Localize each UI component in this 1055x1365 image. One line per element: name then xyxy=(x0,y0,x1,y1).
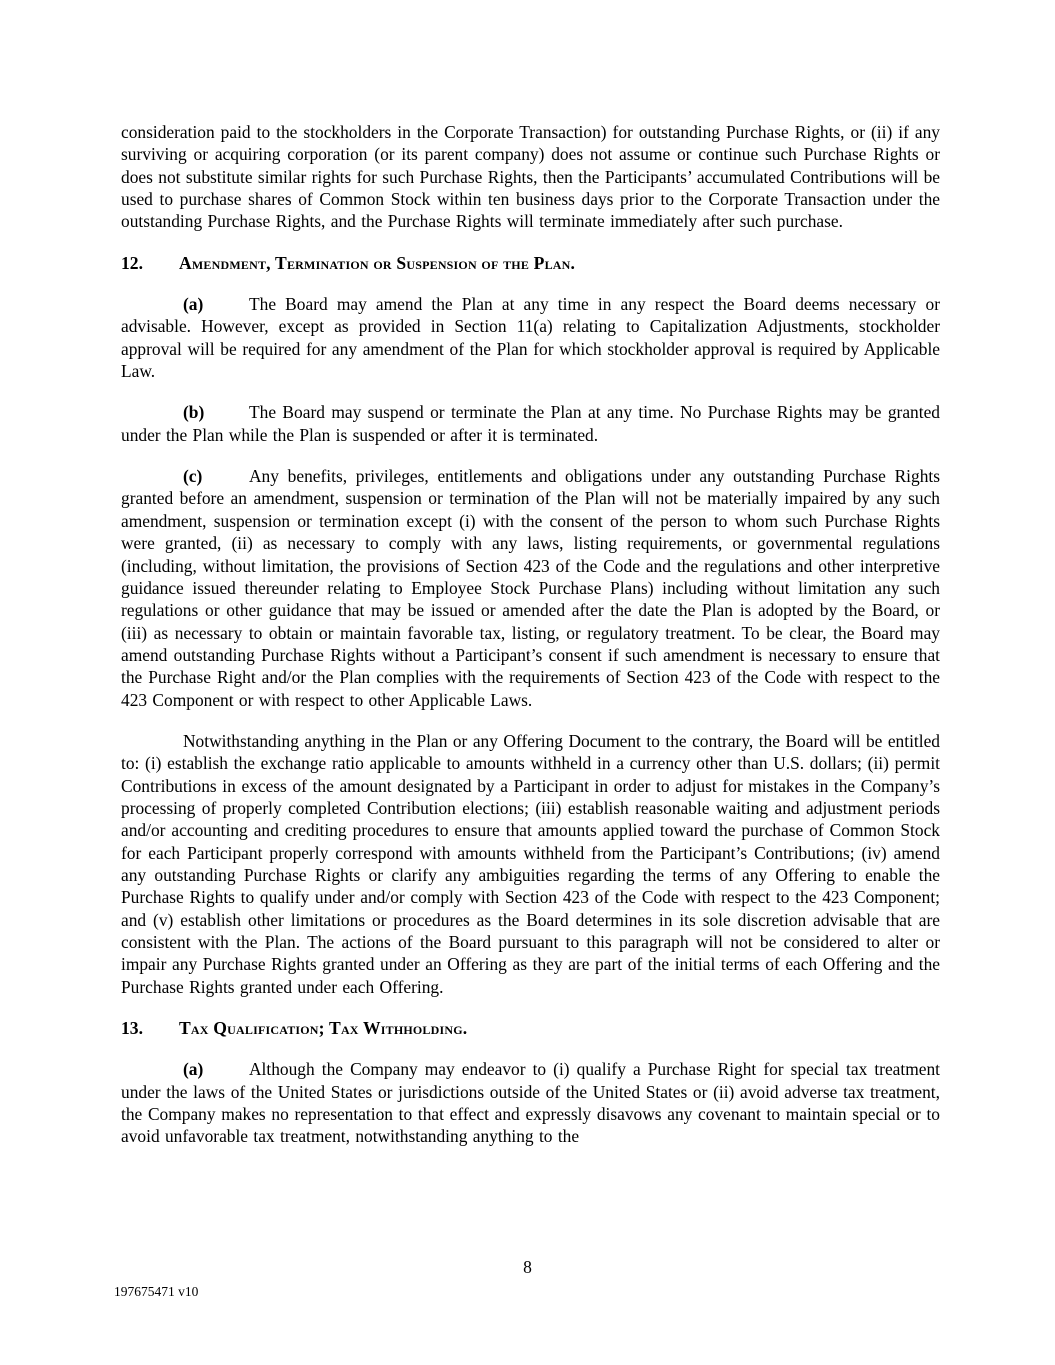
paragraph-marker: (a) xyxy=(183,1059,204,1080)
paragraph-text: The Board may amend the Plan at any time in any respect the Board deems necessary or advisable. However, except as provided in Section 11(a) relating to Capitalization Adjustments, stockholder approval will be required for any amendment of the Plan for which stockholder approval is required by Applicable Law. xyxy=(121,294,940,382)
paragraph-12c xyxy=(121,465,940,711)
section-number: 12. xyxy=(121,252,143,273)
paragraph-text: Any benefits, privileges, entitlements and obligations under any outstanding Purchase Rights granted before an amendment, suspension or termination of the Plan will not be materially impaired by any such amendment, suspension or termination except (i) with the consent of the person to whom such Purchase Rights were granted, (ii) as necessary to comply with any laws, listing requirements, or governmental regulations (including, without limitation, the provisions of Section 423 of the Code and the regulations and other interpretive guidance issued thereunder relating to Employee Stock Purchase Plans) including without limitation any such regulations or other guidance that may be issued or amended after the date the Plan is adopted by the Board, or (iii) as necessary to obtain or maintain favorable tax, listing, or regulatory treatment. To be clear, the Board may amend outstanding Purchase Rights without a Participant’s consent if such amendment is necessary to ensure that the Purchase Right and/or the Plan complies with the requirements of Section 423 of the Code with respect to the 423 Component or with respect to other Applicable Laws. xyxy=(121,466,940,710)
document-body xyxy=(121,121,940,1167)
paragraph-12-closing: Notwithstanding anything in the Plan or any Offering Document to the contrary, the Board will be entitled to: (i) establish the exchange ratio applicable to amounts withheld in a currency other than U.S. dollars; (ii) permit Contributions in excess of the amount designated by a Participant in order to adjust for mistakes in the Company’s processing of properly completed Contribution elections; (iii) establish reasonable waiting and adjustment periods and/or accounting and crediting procedures to ensure that amounts applied toward the purchase of Common Stock for each Participant properly correspond with amounts withheld from the Participant’s Contributions; (iv) amend any outstanding Purchase Rights or clarify any ambiguities regarding the terms of any Offering to enable the Purchase Rights to qualify under and/or comply with Section 423 of the Code with respect to the 423 Component; and (v) establish other limitations or procedures as the Board determines in its sole discretion advisable that are consistent with the Plan. The actions of the Board pursuant to this paragraph will not be considered to alter or impair any Purchase Rights granted under an Offering as they are part of the initial terms of each Offering and the Purchase Rights granted under each Offering. xyxy=(121,730,940,997)
paragraph-13a xyxy=(121,1058,940,1147)
paragraph-marker: (c) xyxy=(183,466,203,487)
document-id-footer: 197675471 v10 xyxy=(114,1284,199,1299)
section-heading-13 xyxy=(121,1017,940,1039)
paragraph-12a xyxy=(121,293,940,382)
page-number: 8 xyxy=(523,1257,532,1277)
paragraph-text: Although the Company may endeavor to (i) qualify a Purchase Right for special tax treatment under the laws of the United States or jurisdictions outside of the United States or (ii) avoid adverse tax treatment, the Company makes no representation to that effect and expressly disavows any covenant to maintain special or to avoid unfavorable tax treatment, notwithstanding anything to the xyxy=(121,1059,940,1147)
section-number: 13. xyxy=(121,1018,143,1039)
paragraph-marker: (a) xyxy=(183,294,204,315)
section-title: Tax Qualification; Tax Withholding. xyxy=(179,1018,468,1039)
paragraph-12b xyxy=(121,401,940,446)
paragraph-marker: (b) xyxy=(183,402,205,423)
paragraph-text: The Board may suspend or terminate the Plan at any time. No Purchase Rights may be granted under the Plan while the Plan is suspended or after it is terminated. xyxy=(121,402,940,445)
section-heading-12 xyxy=(121,252,940,274)
section-title: Amendment, Termination or Suspension of the Plan. xyxy=(179,252,576,273)
paragraph-continuation: consideration paid to the stockholders in the Corporate Transaction) for outstanding Purchase Rights, or (ii) if any surviving or acquiring corporation (or its parent company) does not assume or continue such Purchase Rights or does not substitute similar rights for such Purchase Rights, then the Participants’ accumulated Contributions will be used to purchase shares of Common Stock within ten business days prior to the Corporate Transaction under the outstanding Purchase Rights, and the Purchase Rights will terminate immediately after such purchase. xyxy=(121,122,940,232)
